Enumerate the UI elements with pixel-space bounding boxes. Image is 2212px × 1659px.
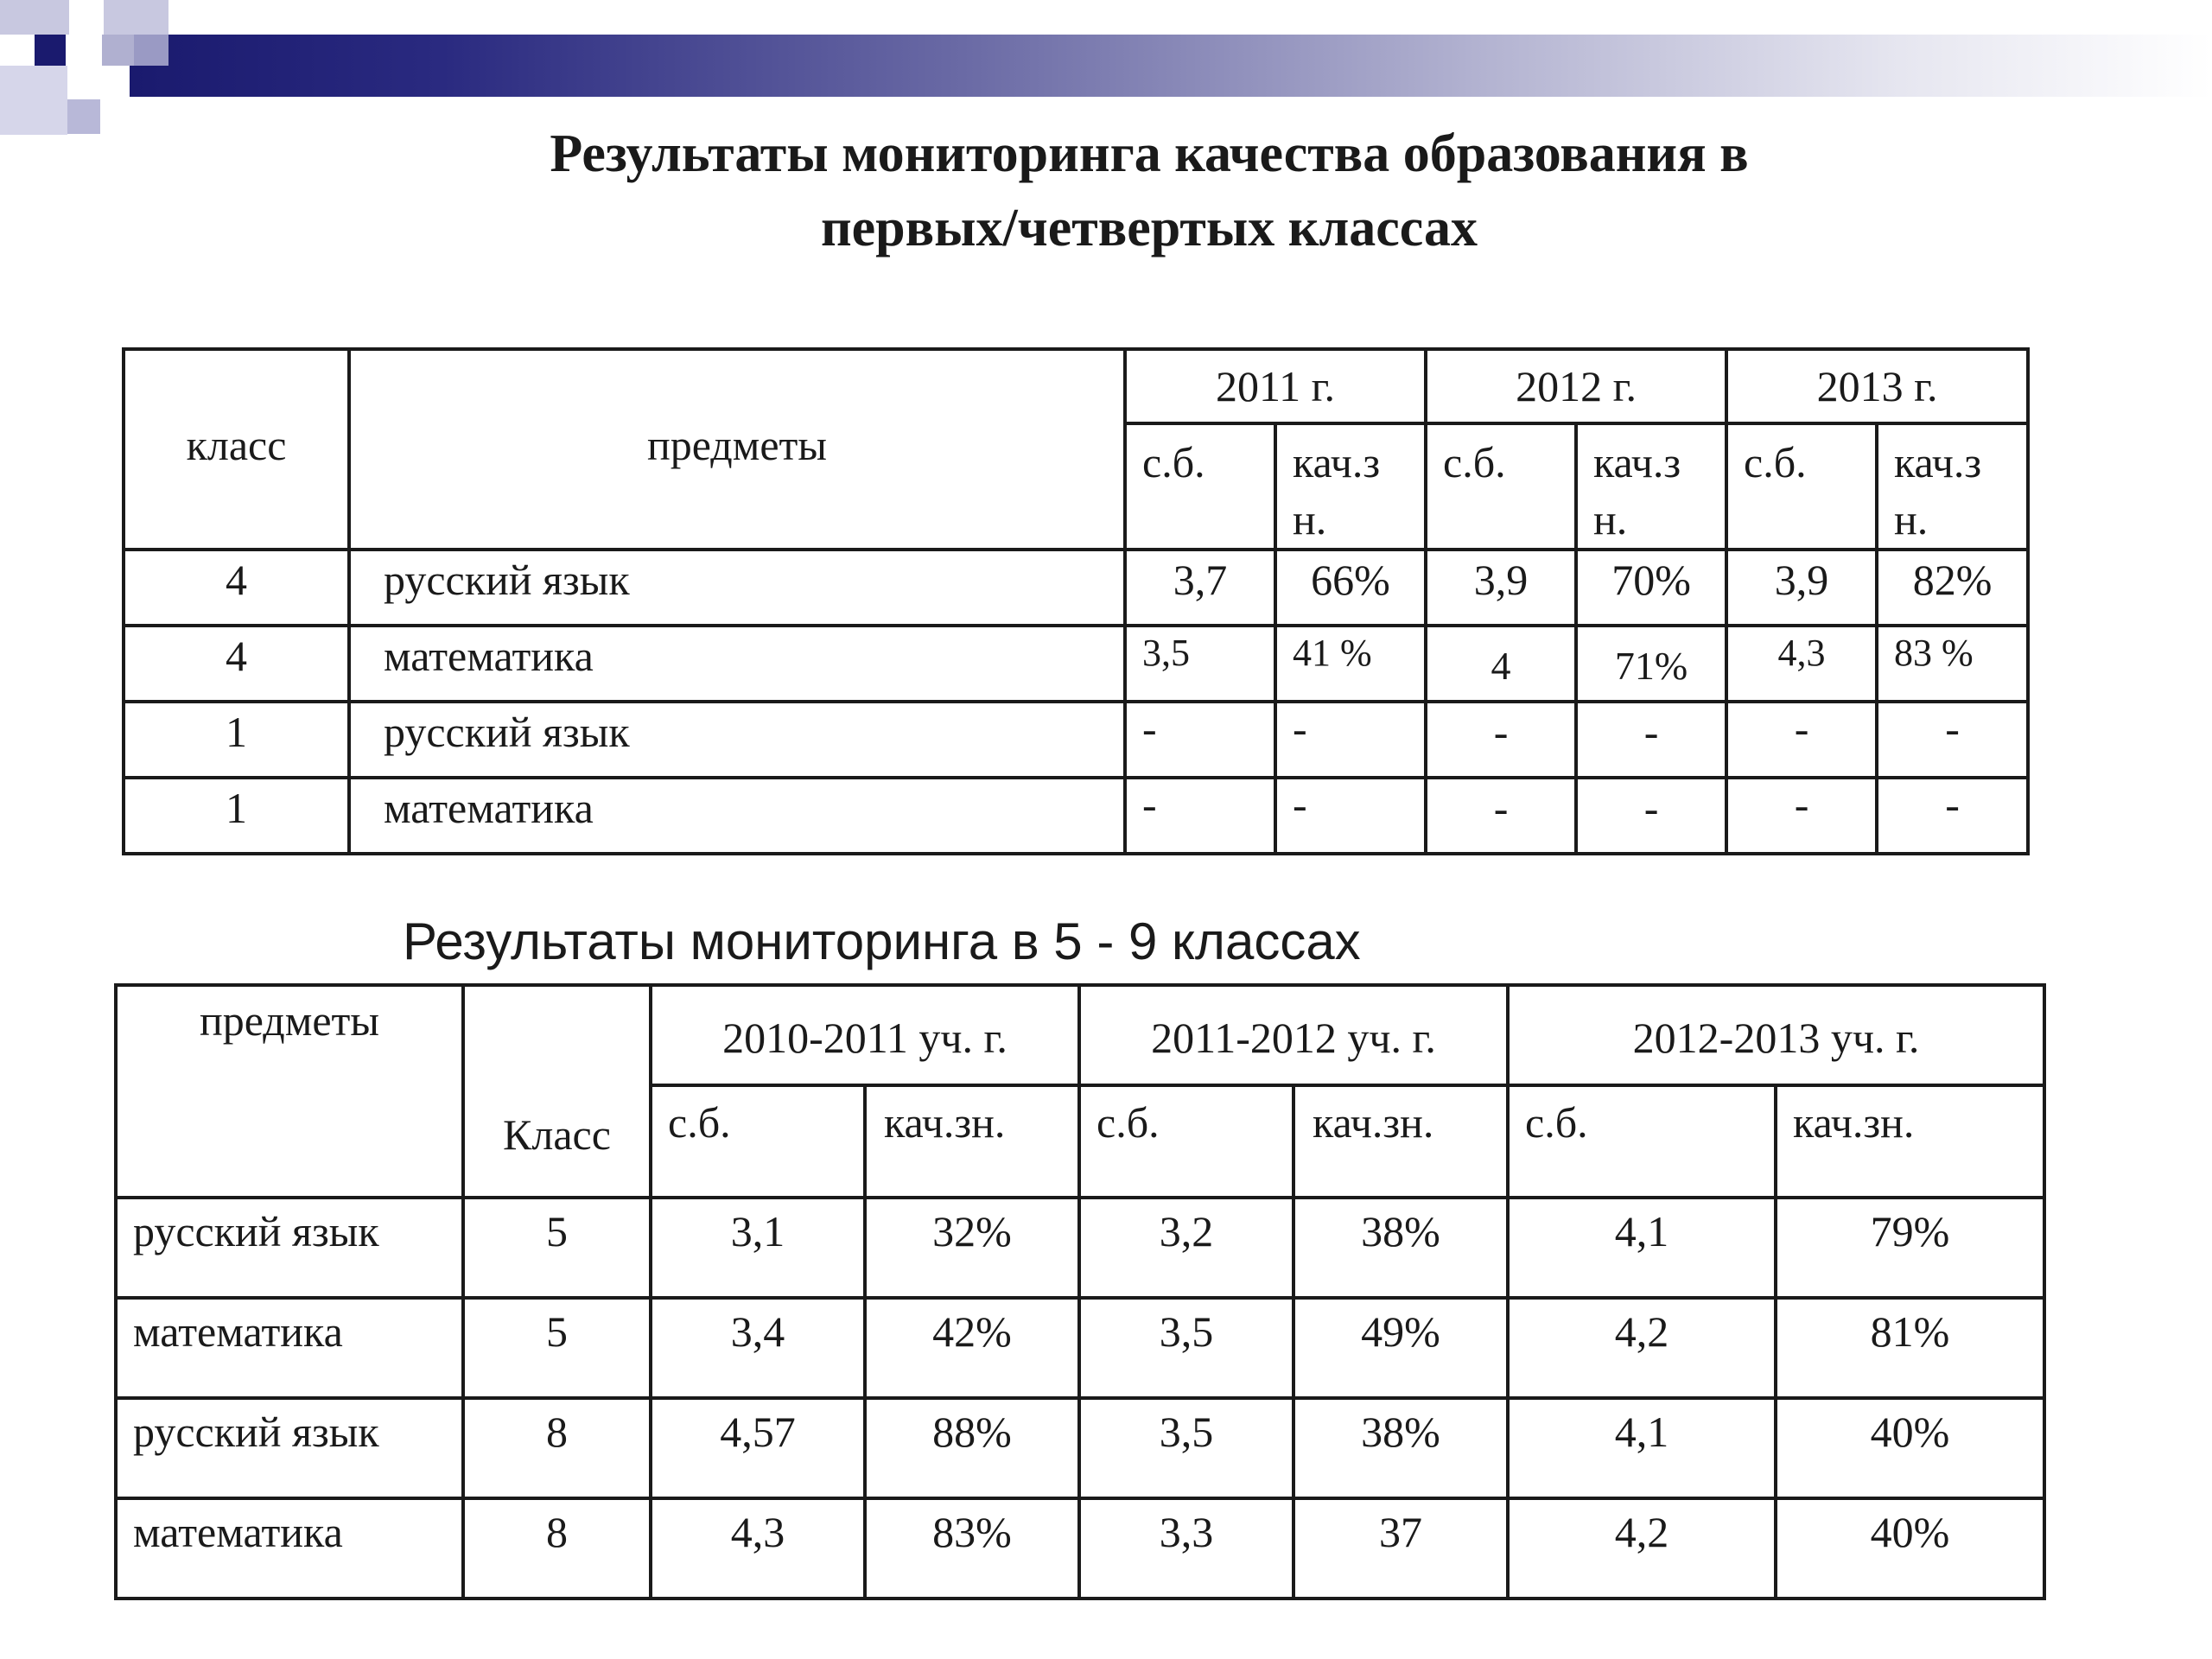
cell-class: 8 — [463, 1398, 651, 1498]
cell-value: 3,9 — [1726, 550, 1877, 626]
cell-value: 38% — [1294, 1398, 1508, 1498]
cell-value: - — [1877, 778, 2028, 854]
cell-value: 3,1 — [651, 1198, 865, 1298]
cell-class: 1 — [124, 702, 349, 778]
cell-value: - — [1426, 778, 1576, 854]
cell-value: 4,1 — [1508, 1398, 1776, 1498]
column-header-avg-score: с.б. — [1079, 1085, 1294, 1198]
cell-value: 4,1 — [1508, 1198, 1776, 1298]
column-header-year: 2012 г. — [1426, 349, 1726, 423]
table-row — [116, 1498, 2044, 1599]
column-header-year: 2013 г. — [1726, 349, 2028, 423]
cell-value: 40% — [1776, 1398, 2044, 1498]
column-header-avg-score: с.б. — [1426, 423, 1576, 550]
cell-value: 88% — [865, 1398, 1079, 1498]
cell-class: 5 — [463, 1298, 651, 1398]
column-header-subjects: предметы — [116, 985, 463, 1198]
column-header-quality: кач.зн. — [1776, 1085, 2044, 1198]
cell-value: 4,2 — [1508, 1498, 1776, 1599]
cell-value: - — [1877, 702, 2028, 778]
decor-square-light — [0, 0, 69, 35]
decor-square-mid — [134, 35, 168, 66]
title-line-2: первых/четвертых классах — [820, 199, 1478, 257]
cell-value: 3,7 — [1125, 550, 1275, 626]
cell-value: 4,2 — [1508, 1298, 1776, 1398]
grades-5-9-table — [114, 983, 2046, 1600]
cell-value: - — [1426, 702, 1576, 778]
table-row — [116, 1398, 2044, 1498]
cell-subject: математика — [116, 1498, 463, 1599]
cell-class: 5 — [463, 1198, 651, 1298]
cell-value: 38% — [1294, 1198, 1508, 1298]
cell-subject: математика — [116, 1298, 463, 1398]
cell-value: 71% — [1576, 626, 1726, 702]
table-row — [116, 1298, 2044, 1398]
cell-value: 3,4 — [651, 1298, 865, 1398]
cell-value: 79% — [1776, 1198, 2044, 1298]
cell-value: 4,3 — [651, 1498, 865, 1599]
cell-value: - — [1275, 778, 1426, 854]
cell-value: 4,57 — [651, 1398, 865, 1498]
cell-value: 70% — [1576, 550, 1726, 626]
cell-value: - — [1125, 778, 1275, 854]
column-header-avg-score: с.б. — [1726, 423, 1877, 550]
cell-value: 3,2 — [1079, 1198, 1294, 1298]
cell-value: 32% — [865, 1198, 1079, 1298]
table-row — [124, 778, 2028, 854]
cell-value: 81% — [1776, 1298, 2044, 1398]
column-header-avg-score: с.б. — [1125, 423, 1275, 550]
table-row — [116, 1198, 2044, 1298]
column-header-quality: кач.з н. — [1275, 423, 1426, 550]
title-line-1: Результаты мониторинга качества образования в — [550, 124, 1749, 183]
cell-subject: русский язык — [349, 550, 1125, 626]
cell-value: - — [1726, 778, 1877, 854]
cell-subject: математика — [349, 626, 1125, 702]
cell-value: 3,5 — [1125, 626, 1275, 702]
cell-value: - — [1576, 778, 1726, 854]
cell-value: 37 — [1294, 1498, 1508, 1599]
column-header-year: 2011 г. — [1125, 349, 1426, 423]
column-header-avg-score: с.б. — [1508, 1085, 1776, 1198]
column-header-avg-score: с.б. — [651, 1085, 865, 1198]
column-header-quality: кач.зн. — [1294, 1085, 1508, 1198]
cell-value: 42% — [865, 1298, 1079, 1398]
decor-square-light — [102, 35, 135, 66]
decor-square-dark — [35, 35, 66, 66]
cell-subject: русский язык — [349, 702, 1125, 778]
column-header-quality: кач.з н. — [1877, 423, 2028, 550]
column-header-year: 2010-2011 уч. г. — [651, 985, 1079, 1085]
cell-value: 4,3 — [1726, 626, 1877, 702]
cell-value: 40% — [1776, 1498, 2044, 1599]
column-header-year: 2011-2012 уч. г. — [1079, 985, 1508, 1085]
cell-value: 49% — [1294, 1298, 1508, 1398]
decor-square-light — [104, 0, 168, 35]
cell-value: - — [1275, 702, 1426, 778]
cell-subject: русский язык — [116, 1398, 463, 1498]
cell-class: 1 — [124, 778, 349, 854]
table-row — [124, 626, 2028, 702]
header-gradient-bar — [130, 35, 2212, 97]
cell-value: 3,5 — [1079, 1398, 1294, 1498]
cell-value: - — [1125, 702, 1275, 778]
cell-value: 41 % — [1275, 626, 1426, 702]
cell-value: 4 — [1426, 626, 1576, 702]
cell-value: 66% — [1275, 550, 1426, 626]
cell-class: 4 — [124, 626, 349, 702]
cell-class: 8 — [463, 1498, 651, 1599]
column-header-class: Класс — [463, 985, 651, 1198]
column-header-year: 2012-2013 уч. г. — [1508, 985, 2044, 1085]
section-subtitle: Результаты мониторинга в 5 - 9 классах — [403, 912, 1361, 970]
cell-value: - — [1726, 702, 1877, 778]
table-row — [124, 550, 2028, 626]
cell-value: 83% — [865, 1498, 1079, 1599]
column-header-quality: кач.з н. — [1576, 423, 1726, 550]
cell-subject: русский язык — [116, 1198, 463, 1298]
cell-value: 82% — [1877, 550, 2028, 626]
cell-subject: математика — [349, 778, 1125, 854]
grades-1-4-table — [122, 347, 2030, 855]
column-header-subjects: предметы — [349, 349, 1125, 550]
cell-value: - — [1576, 702, 1726, 778]
table-header-row — [116, 985, 2044, 1085]
page-title — [0, 117, 2212, 265]
column-header-quality: кач.зн. — [865, 1085, 1079, 1198]
table-header-row — [124, 349, 2028, 423]
column-header-class: класс — [124, 349, 349, 550]
cell-value: 3,9 — [1426, 550, 1576, 626]
cell-value: 83 % — [1877, 626, 2028, 702]
cell-value: 3,5 — [1079, 1298, 1294, 1398]
cell-value: 3,3 — [1079, 1498, 1294, 1599]
cell-class: 4 — [124, 550, 349, 626]
table-row — [124, 702, 2028, 778]
